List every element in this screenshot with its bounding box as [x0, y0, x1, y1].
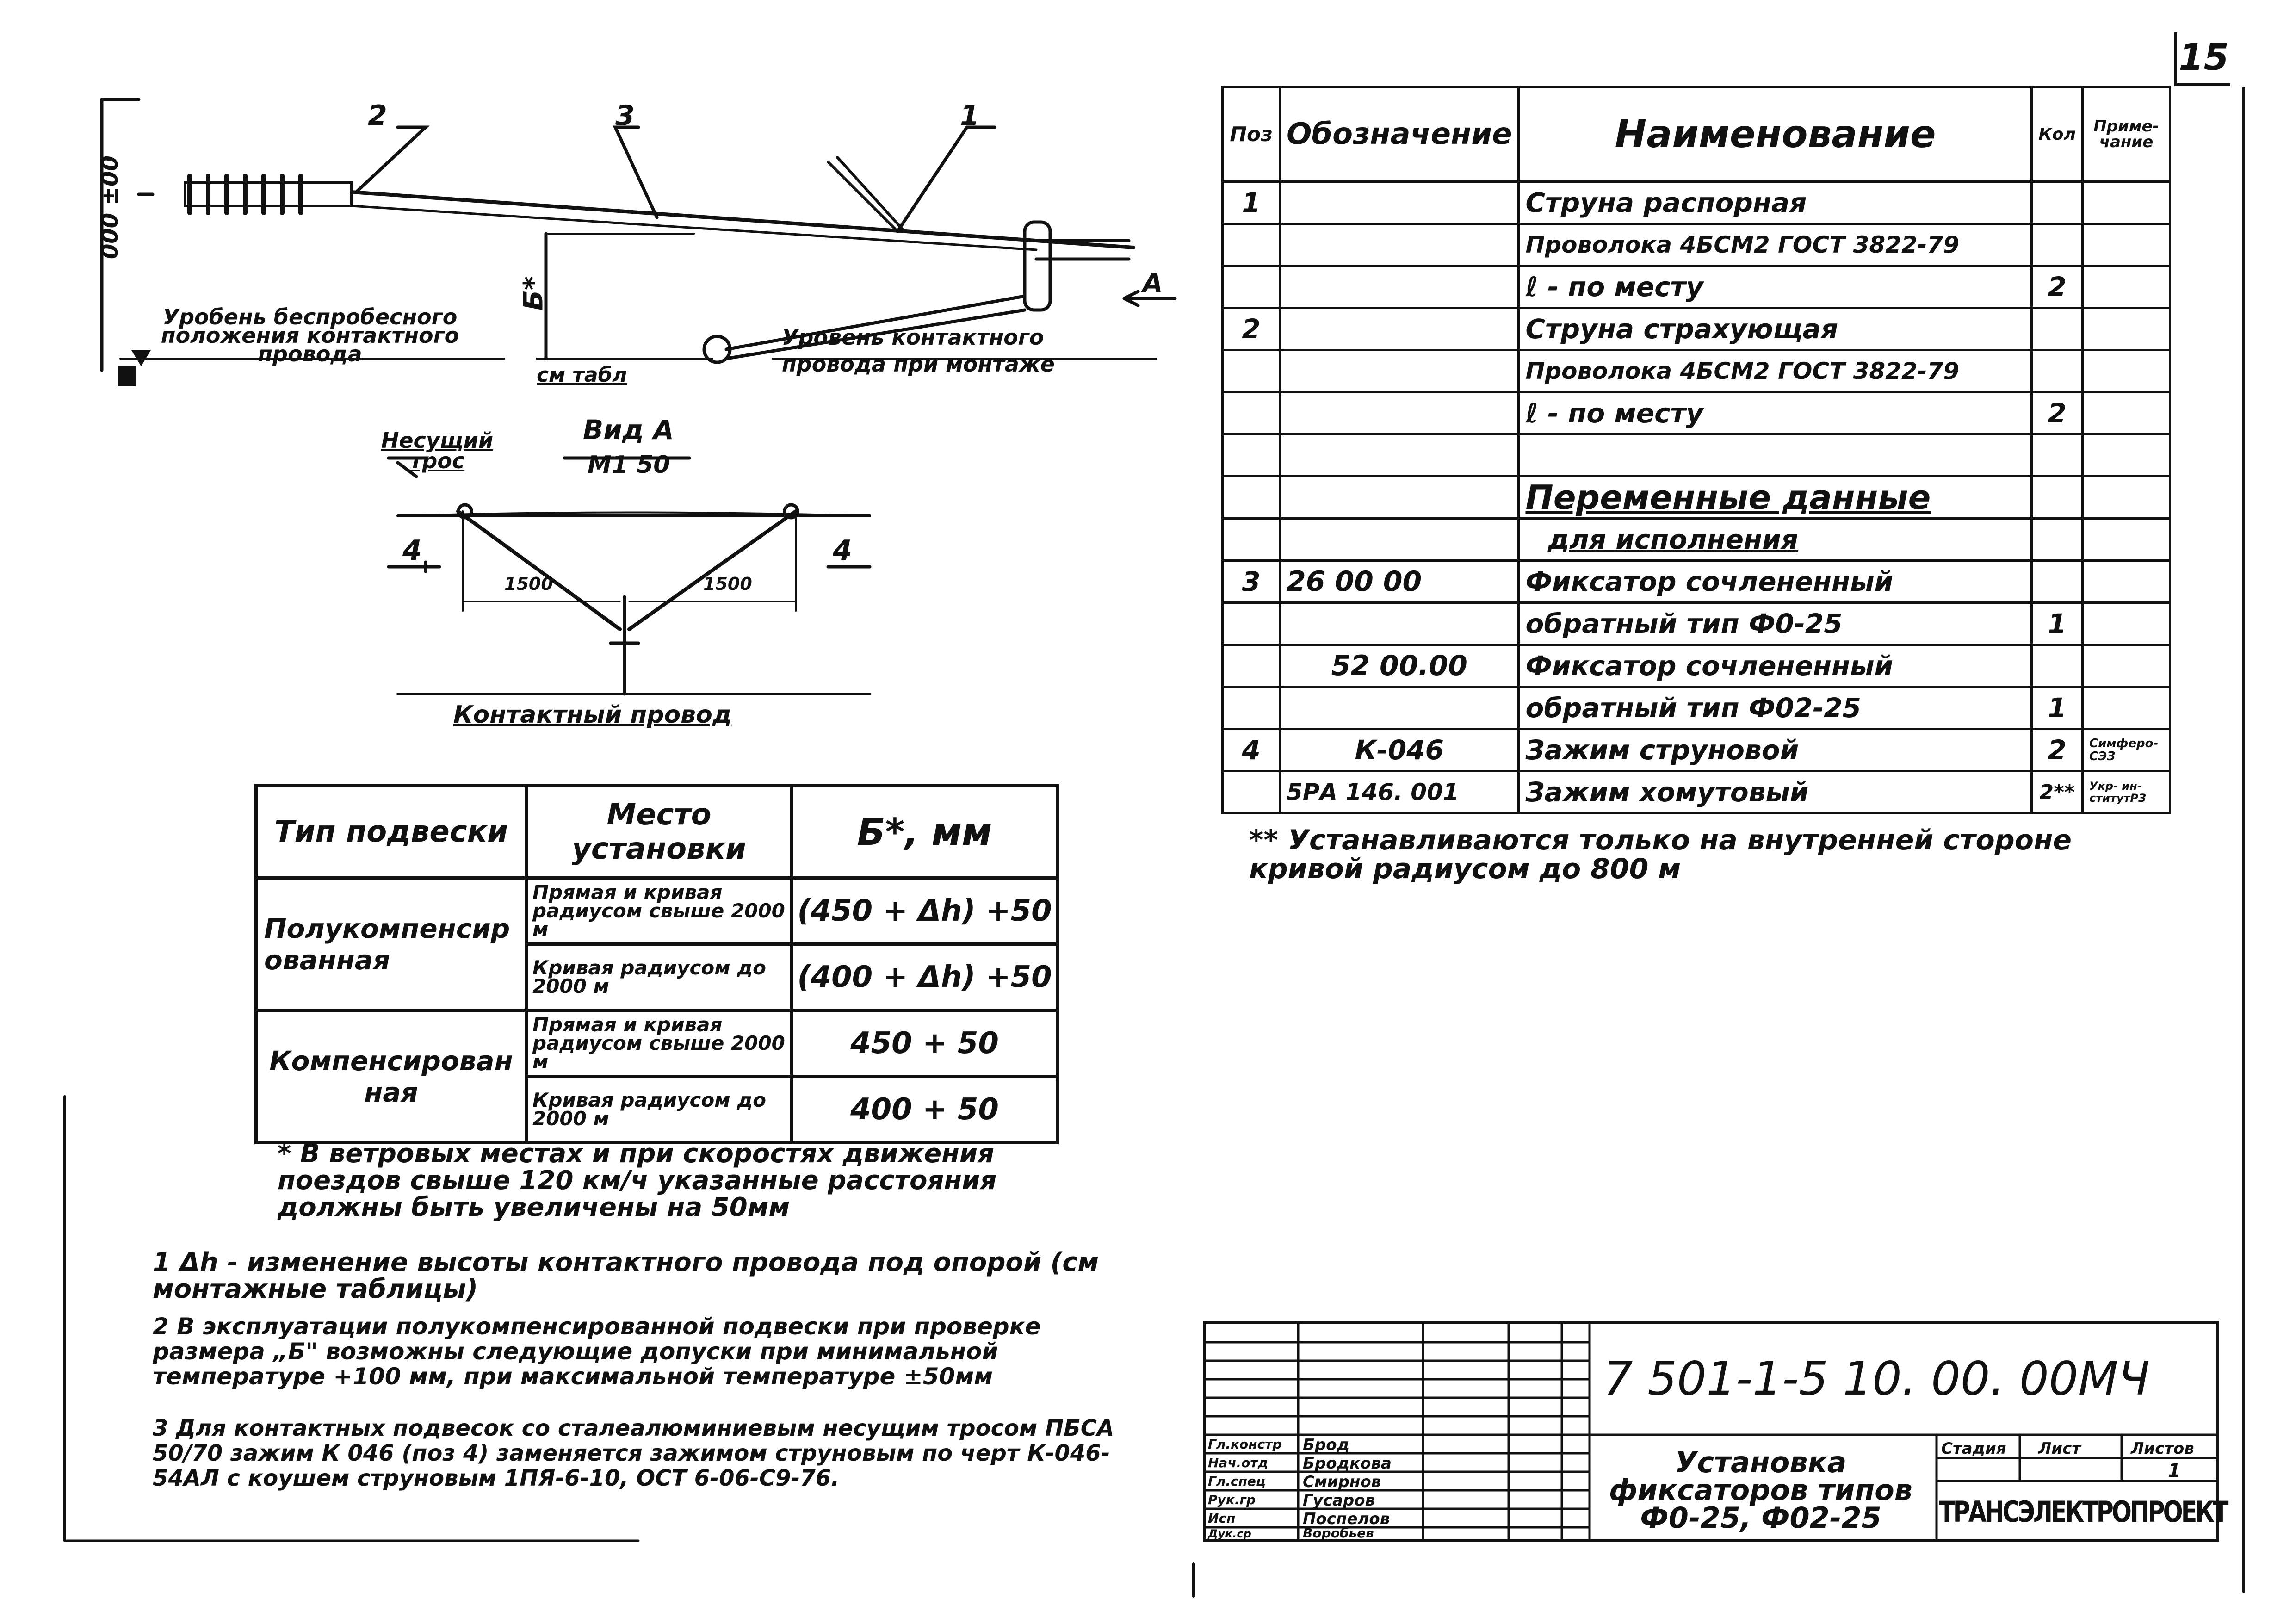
header-b: Б*, мм: [792, 786, 1058, 878]
table-row: 3 26 00 00 Фиксатор сочлененный: [1223, 561, 2170, 603]
elevation-label: 000 ±00: [97, 155, 123, 259]
note-1: 1 Δh - изменение высоты контактного провода под опорой (см монтажные таблицы): [153, 1247, 1099, 1304]
contact-wire-label: Контактный провод: [453, 701, 732, 729]
role-3: Гл.спец: [1208, 1474, 1266, 1489]
header-name: Наименование: [1519, 87, 2032, 182]
spec-header-row: [1223, 87, 2170, 182]
name-6: Воробьев: [1303, 1525, 1374, 1541]
drawing-code: 7 501-1-5 10. 00. 00МЧ: [1603, 1351, 2150, 1406]
table-row: Компенсированная Прямая и кривая радиусом свыше 2000 м 450 + 50: [256, 1010, 1058, 1077]
name-2: Бродкова: [1303, 1454, 1392, 1473]
section-mark-right: 4: [833, 534, 852, 567]
name-4: Гусаров: [1303, 1491, 1375, 1510]
callout-3: 3: [615, 99, 635, 132]
name-3: Смирнов: [1303, 1473, 1381, 1491]
name-1: Брод: [1303, 1436, 1350, 1454]
name-5: Поспелов: [1303, 1510, 1390, 1528]
header-type: Тип подвески: [256, 786, 526, 878]
role-4: Рук.гр: [1208, 1492, 1256, 1507]
organization: ТРАНСЭЛЕКТРОПРОЕКТ: [1939, 1495, 2227, 1529]
see-table-label: см табл: [537, 363, 627, 387]
table-row: обратный тип Ф02-25 1: [1223, 687, 2170, 729]
table-row: Проволока 4БСМ2 ГОСТ 3822-79: [1223, 224, 2170, 266]
table-row: ℓ - по месту 2: [1223, 392, 2170, 434]
stage-label: Стадия: [1941, 1439, 2006, 1458]
role-5: Исп: [1208, 1511, 1236, 1526]
table-row: Кривая радиусом до 2000 м (400 + Δh) +50: [256, 944, 1058, 1010]
dim-b-label: Б*: [517, 276, 549, 311]
type-semi: Полукомпенсированная: [256, 878, 526, 1010]
callout-1: 1: [960, 99, 979, 132]
callout-2: 2: [368, 99, 387, 132]
spec-footnote: ** Устанавливаются только на внутренней стороне кривой радиусом до 800 м: [1249, 824, 2072, 885]
table-row: для исполнения: [1223, 519, 2170, 561]
note-3: 3 Для контактных подвесок со сталеалюминиевым несущим тросом ПБСА 50/70 зажим К 046 (поз 4) заменяется зажимом струновым по черт К-046-54АЛ с коушем струновым 1ПЯ-6-10, ОСТ 6-06-С9-76.: [153, 1415, 1114, 1491]
level-mount-label: Уровень контактного провода при монтаже: [782, 325, 1055, 377]
view-arrow-label: А: [1143, 268, 1163, 298]
sheet-number: 15: [2174, 32, 2230, 86]
table-row: ℓ - по месту 2: [1223, 266, 2170, 308]
table-row: Переменные данные: [1223, 477, 2170, 519]
table-row: 5РА 146. 001 Зажим хомутовый 2** Укр- ин- ститутРЗ: [1223, 771, 2170, 813]
table-row: Кривая радиусом до 2000 м 400 + 50: [256, 1077, 1058, 1143]
type-comp: Компенсированная: [256, 1010, 526, 1143]
table-row: Полукомпенсированная Прямая и кривая радиусом свыше 2000 м (450 + Δh) +50: [256, 878, 1058, 944]
footnote-star: * В ветровых местах и при скоростях движения поездов свыше 120 км/ч указанные расстояния должны быть увеличены на 50мм: [278, 1139, 997, 1222]
sheets-value: 1: [2168, 1460, 2181, 1481]
view-a-title: Вид А: [583, 414, 674, 446]
note-2: 2 В эксплуатации полукомпенсированной подвески при проверке размера „Б" возможны следующие допуски при минимальной температуре +100 мм, при максимальной температуре ±50мм: [153, 1313, 1041, 1390]
table-row: 2 Струна страхующая: [1223, 308, 2170, 350]
header-pos: Поз: [1223, 87, 1280, 182]
role-1: Гл.констр: [1208, 1437, 1282, 1452]
title-block: [1203, 1321, 2227, 1542]
section-mark-left: 4: [402, 534, 422, 567]
table-row: 1 Струна распорная: [1223, 182, 2170, 224]
table-row: 52 00.00 Фиксатор сочлененный: [1223, 645, 2170, 687]
header-designation: Обозначение: [1280, 87, 1519, 182]
role-2: Нач.отд: [1208, 1455, 1269, 1470]
suspension-table: [254, 784, 1059, 1144]
dim-left: 1500: [504, 574, 553, 594]
drawing-title: Установка фиксаторов типов Ф0-25, Ф02-25: [1609, 1445, 1912, 1535]
dim-right: 1500: [703, 574, 752, 594]
header-note: Приме- чание: [2083, 87, 2170, 182]
sheet-label: Лист: [2038, 1439, 2081, 1458]
carrier-cable-label: Несущий трос: [381, 428, 494, 473]
table-row: обратный тип Ф0-25 1: [1223, 603, 2170, 645]
suspension-header-row: [256, 786, 1058, 878]
role-6: Дук.ср: [1208, 1527, 1251, 1540]
level-free-label: Уробень беспробесного положения контактного провода: [161, 304, 459, 366]
header-place: Место установки: [526, 786, 792, 878]
specification-table: [1221, 86, 2171, 814]
header-qty: Кол: [2032, 87, 2083, 182]
view-a-scale: М1 50: [588, 451, 670, 479]
table-row: Проволока 4БСМ2 ГОСТ 3822-79: [1223, 350, 2170, 392]
sheets-label: Листов: [2131, 1439, 2194, 1458]
table-row: 4 К-046 Зажим струновой 2 Симферо- СЭЗ: [1223, 729, 2170, 771]
table-row: [1223, 434, 2170, 477]
